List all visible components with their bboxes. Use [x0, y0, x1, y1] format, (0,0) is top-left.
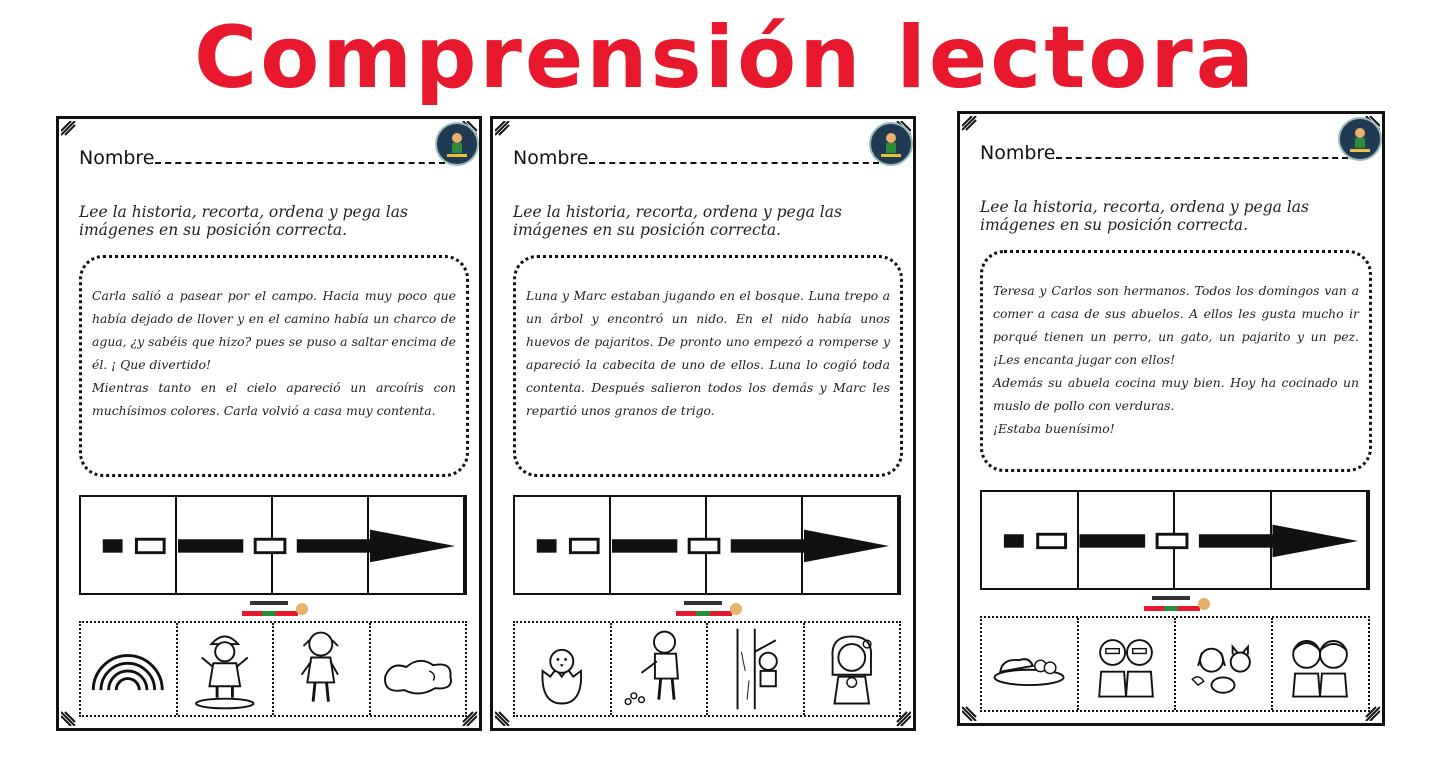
corner-ornament-icon	[495, 121, 511, 137]
name-label: Nombre	[79, 147, 155, 169]
sequence-slot-2[interactable]	[611, 497, 707, 593]
corner-ornament-icon	[61, 710, 77, 726]
instruction-text: Lee la historia, recorta, ordena y pega las imágenes en su posición correcta.	[513, 203, 842, 239]
story-box	[79, 255, 469, 477]
corner-ornament-icon	[61, 121, 77, 137]
sequence-strip	[79, 495, 467, 595]
girl-holding-bird-icon[interactable]	[805, 623, 900, 715]
rainbow-icon[interactable]	[81, 623, 178, 715]
sequence-slot-1[interactable]	[81, 497, 177, 593]
siblings-icon[interactable]	[1273, 618, 1368, 710]
sequence-slot-4[interactable]	[369, 497, 465, 593]
brand-logo-icon	[666, 597, 746, 623]
corner-ornament-icon	[962, 705, 978, 721]
puddle-icon[interactable]	[371, 623, 466, 715]
instruction-text: Lee la historia, recorta, ordena y pega las imágenes en su posición correcta.	[980, 198, 1309, 234]
name-label: Nombre	[513, 147, 589, 169]
worksheet-1	[56, 116, 482, 731]
chicken-dish-icon[interactable]	[982, 618, 1079, 710]
sequence-slot-2[interactable]	[1079, 492, 1176, 588]
sequence-slot-1[interactable]	[515, 497, 611, 593]
sequence-slot-3[interactable]	[1175, 492, 1272, 588]
worksheet-2	[490, 116, 916, 731]
instruction-text: Lee la historia, recorta, ordena y pega las imágenes en su posición correcta.	[79, 203, 408, 239]
worksheet-3	[957, 111, 1385, 726]
cutout-pictures-row	[79, 621, 467, 717]
story-box	[980, 250, 1372, 472]
cutout-pictures-row	[513, 621, 901, 717]
pets-icon[interactable]	[1176, 618, 1273, 710]
story-text: Luna y Marc estaban jugando en el bosque. Luna trepo a un árbol y encontró un nido. En el nido había unos huevos de pajaritos. De pronto uno empezó a romperse y apareció la cabecita de uno de ellos. Luna lo cogió toda contenta. Después salieron todos los demás y Marc les repartió unos granos de trigo.	[526, 288, 890, 418]
boy-feeding-birds-icon[interactable]	[612, 623, 709, 715]
name-field[interactable]	[79, 147, 445, 169]
brand-logo-icon	[1134, 592, 1214, 618]
name-field[interactable]	[980, 142, 1348, 164]
sequence-slot-3[interactable]	[273, 497, 369, 593]
page-title: Comprensión lectora	[194, 8, 1257, 108]
girl-climbing-tree-icon[interactable]	[708, 623, 805, 715]
girl-walking-icon[interactable]	[274, 623, 371, 715]
story-text: Carla salió a pasear por el campo. Hacia muy poco que había dejado de llover y en el camino había un charco de agua, ¿y sabéis que hizo? pues se puso a saltar encima de él. ¡ Que divertido! Mientras tanto en el cielo apareció un arcoíris con muchísimos colores. Carla volvió a casa muy contenta.	[92, 288, 456, 418]
name-field[interactable]	[513, 147, 879, 169]
sequence-slot-2[interactable]	[177, 497, 273, 593]
corner-ornament-icon	[495, 710, 511, 726]
grandparents-icon[interactable]	[1079, 618, 1176, 710]
sequence-strip	[513, 495, 901, 595]
sequence-strip	[980, 490, 1370, 590]
sequence-slot-1[interactable]	[982, 492, 1079, 588]
corner-ornament-icon	[962, 116, 978, 132]
brand-logo-icon	[232, 597, 312, 623]
story-box	[513, 255, 903, 477]
chick-hatching-icon[interactable]	[515, 623, 612, 715]
name-label: Nombre	[980, 142, 1056, 164]
cutout-pictures-row	[980, 616, 1370, 712]
sequence-slot-4[interactable]	[803, 497, 899, 593]
story-text: Teresa y Carlos son hermanos. Todos los domingos van a comer a casa de sus abuelos. A ellos les gusta mucho ir porqué tienen un perro, un gato, un pajarito y un pez. ¡Les encanta jugar con ellos! Además su abuela cocina muy bien. Hoy ha cocinado un muslo de pollo con verduras. ¡Estaba buenísimo!	[993, 283, 1359, 436]
sequence-slot-4[interactable]	[1272, 492, 1369, 588]
girl-jumping-puddle-icon[interactable]	[178, 623, 275, 715]
sequence-slot-3[interactable]	[707, 497, 803, 593]
